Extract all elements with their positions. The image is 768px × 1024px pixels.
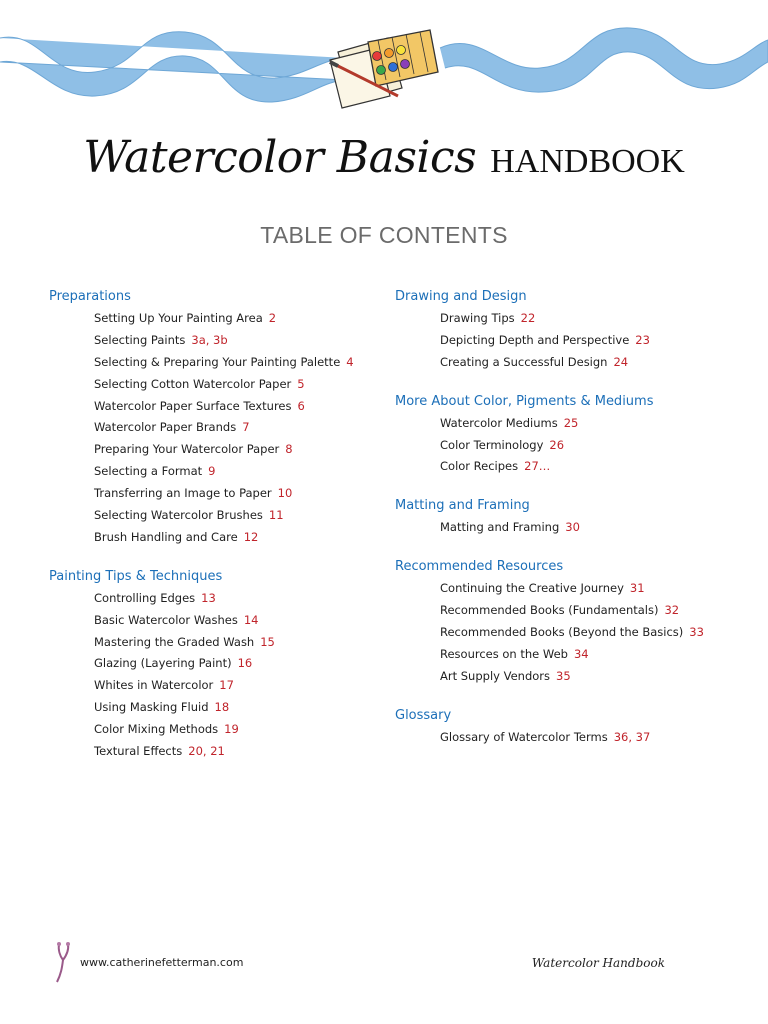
toc-entry-label: Creating a Successful Design [440,354,608,369]
toc-entry[interactable] [49,396,389,418]
section-title: Glossary [395,707,452,723]
toc-entry[interactable] [395,517,735,539]
toc-page-number: 12 [243,529,259,544]
toc-page-number: 22 [520,311,536,325]
toc-page-number: 7 [242,420,250,435]
toc-entry-label: Depicting Depth and Perspective [440,332,630,347]
toc-entry-label: Continuing the Creative Journey [440,581,624,596]
toc-entry-label: Preparing Your Watercolor Paper [94,442,280,457]
toc-entry-label: Color Terminology [440,437,544,452]
toc-page-number: 8 [285,442,293,457]
toc-page-number: 33 [689,625,704,640]
toc-entry-label: Mastering the Graded Wash [94,634,255,649]
toc-entry[interactable] [49,632,389,654]
toc-entry-label: Glossary of Watercolor Terms [440,729,608,744]
toc-section-drawing-and-design [395,286,735,374]
section-title: Preparations [49,289,131,304]
toc-entry-label: Whites in Watercolor [94,678,214,693]
toc-page-number: 10 [277,486,293,501]
section-title: Drawing and Design [395,289,527,304]
toc-entry-label: Selecting Cotton Watercolor Paper [94,376,292,391]
toc-entry-label: Textural Effects [94,744,183,759]
toc-entry[interactable] [49,439,389,461]
toc-entry[interactable] [49,374,389,396]
toc-page-number: 19 [224,722,239,737]
toc-entry-label: Watercolor Paper Brands [94,420,237,435]
toc-section-painting-tips-techniques [49,566,389,763]
toc-page-number: 3a, 3b [191,332,228,347]
toc-entry[interactable] [49,610,389,632]
toc-entry[interactable] [49,308,389,330]
toc-entry-label: Recommended Books (Beyond the Basics) [440,625,684,640]
toc-page-number: 24 [613,354,629,369]
footer-title: Watercolor Handbook [531,956,665,970]
toc-page-number: 6 [297,398,305,413]
toc-section-more-about-color-pigments-mediums [395,391,735,479]
toc-page-number: 34 [573,646,589,661]
toc-page-number: 5 [297,376,305,391]
toc-entry[interactable] [395,666,735,688]
toc-entry-label: Transferring an Image to Paper [94,486,272,501]
section-title: Recommended Resources [395,559,564,575]
toc-entry[interactable] [395,456,735,478]
title-caps: HANDBOOK [490,143,685,180]
toc-page-number: 20, 21 [188,744,225,759]
toc-entry-label: Color Recipes [440,459,519,474]
toc-entry[interactable] [49,588,389,610]
toc-page-number: 27… [524,459,551,474]
section-title: Painting Tips & Techniques [49,568,223,584]
toc-page-number: 31 [629,581,645,596]
toc-entry-label: Matting and Framing [440,520,560,535]
toc-entry[interactable] [49,417,389,439]
toc-left-column [49,286,389,780]
toc-page-number: 25 [563,415,579,430]
toc-entry[interactable] [49,719,389,741]
toc-entry[interactable] [49,483,389,505]
toc-entry-label: Resources on the Web [440,646,568,661]
toc-page-number: 26 [549,437,565,452]
toc-page-number: 2 [268,311,277,325]
toc-section-matting-and-framing [395,495,735,539]
toc-entry[interactable] [49,527,389,549]
footer-url[interactable]: www.catherinefetterman.com [80,956,244,969]
section-title: Matting and Framing [395,498,530,514]
toc-heading: TABLE OF CONTENTS [260,222,508,248]
toc-page-number: 16 [237,656,253,671]
toc-entry[interactable] [49,352,389,374]
toc-page-number: 15 [260,634,275,649]
toc-entry-label: Controlling Edges [94,590,196,605]
paint-palette-brush-icon [330,30,438,108]
toc-page-number: 36, 37 [613,729,651,744]
toc-entry-label: Selecting a Format [94,464,203,479]
toc-entry[interactable] [49,505,389,527]
toc-right-column [395,286,735,766]
toc-entry-label: Art Supply Vendors [440,668,550,683]
toc-entry[interactable] [49,741,389,763]
toc-entry-label: Using Masking Fluid [94,700,209,715]
toc-entry[interactable] [395,308,735,330]
toc-entry[interactable] [395,330,735,352]
toc-entry[interactable] [395,644,735,666]
toc-entry[interactable] [395,352,735,374]
toc-page-number: 14 [243,612,259,627]
header-banner [0,0,768,130]
toc-entry[interactable] [395,435,735,457]
toc-page-number: 4 [346,354,354,369]
toc-page-number: 17 [219,678,234,693]
toc-page-number: 9 [208,464,216,479]
toc-entry-label: Glazing (Layering Paint) [94,656,232,671]
toc-entry[interactable] [49,675,389,697]
brush-logo-icon [52,940,76,984]
document-title [0,132,768,183]
toc-entry-label: Selecting & Preparing Your Painting Palette [94,354,341,369]
toc-page-number: 32 [664,603,680,618]
toc-entry-label: Watercolor Paper Surface Textures [94,398,292,413]
toc-page-number: 11 [268,508,284,523]
toc-page-number: 23 [635,332,650,347]
toc-section-recommended-resources [395,556,735,687]
toc-entry[interactable] [395,600,735,622]
toc-entry[interactable] [395,413,735,435]
title-script: Watercolor Basics [83,132,477,183]
toc-page-number: 13 [201,590,216,605]
toc-entry-label: Selecting Paints [94,332,186,347]
toc-entry[interactable] [395,578,735,600]
toc-section-glossary [395,705,735,749]
toc-entry[interactable] [49,330,389,352]
toc-entry-label: Color Mixing Methods [94,722,219,737]
toc-page-number: 30 [565,520,580,535]
toc-page-number: 18 [214,700,230,715]
toc-entry-label: Watercolor Mediums [440,415,558,430]
toc-entry[interactable] [49,461,389,483]
toc-entry-label: Basic Watercolor Washes [94,612,238,627]
toc-entry[interactable] [395,727,735,749]
toc-entry-label: Setting Up Your Painting Area [94,311,263,325]
toc-entry[interactable] [49,653,389,675]
toc-page-number: 35 [556,668,571,683]
toc-entry-label: Brush Handling and Care [94,529,238,544]
toc-entry[interactable] [395,622,735,644]
section-title: More About Color, Pigments & Mediums [395,393,654,409]
toc-entry-label: Drawing Tips [440,311,515,325]
toc-section-preparations [49,286,389,549]
toc-entry-label: Recommended Books (Fundamentals) [440,603,659,618]
toc-entry[interactable] [49,697,389,719]
toc-entry-label: Selecting Watercolor Brushes [94,508,263,523]
